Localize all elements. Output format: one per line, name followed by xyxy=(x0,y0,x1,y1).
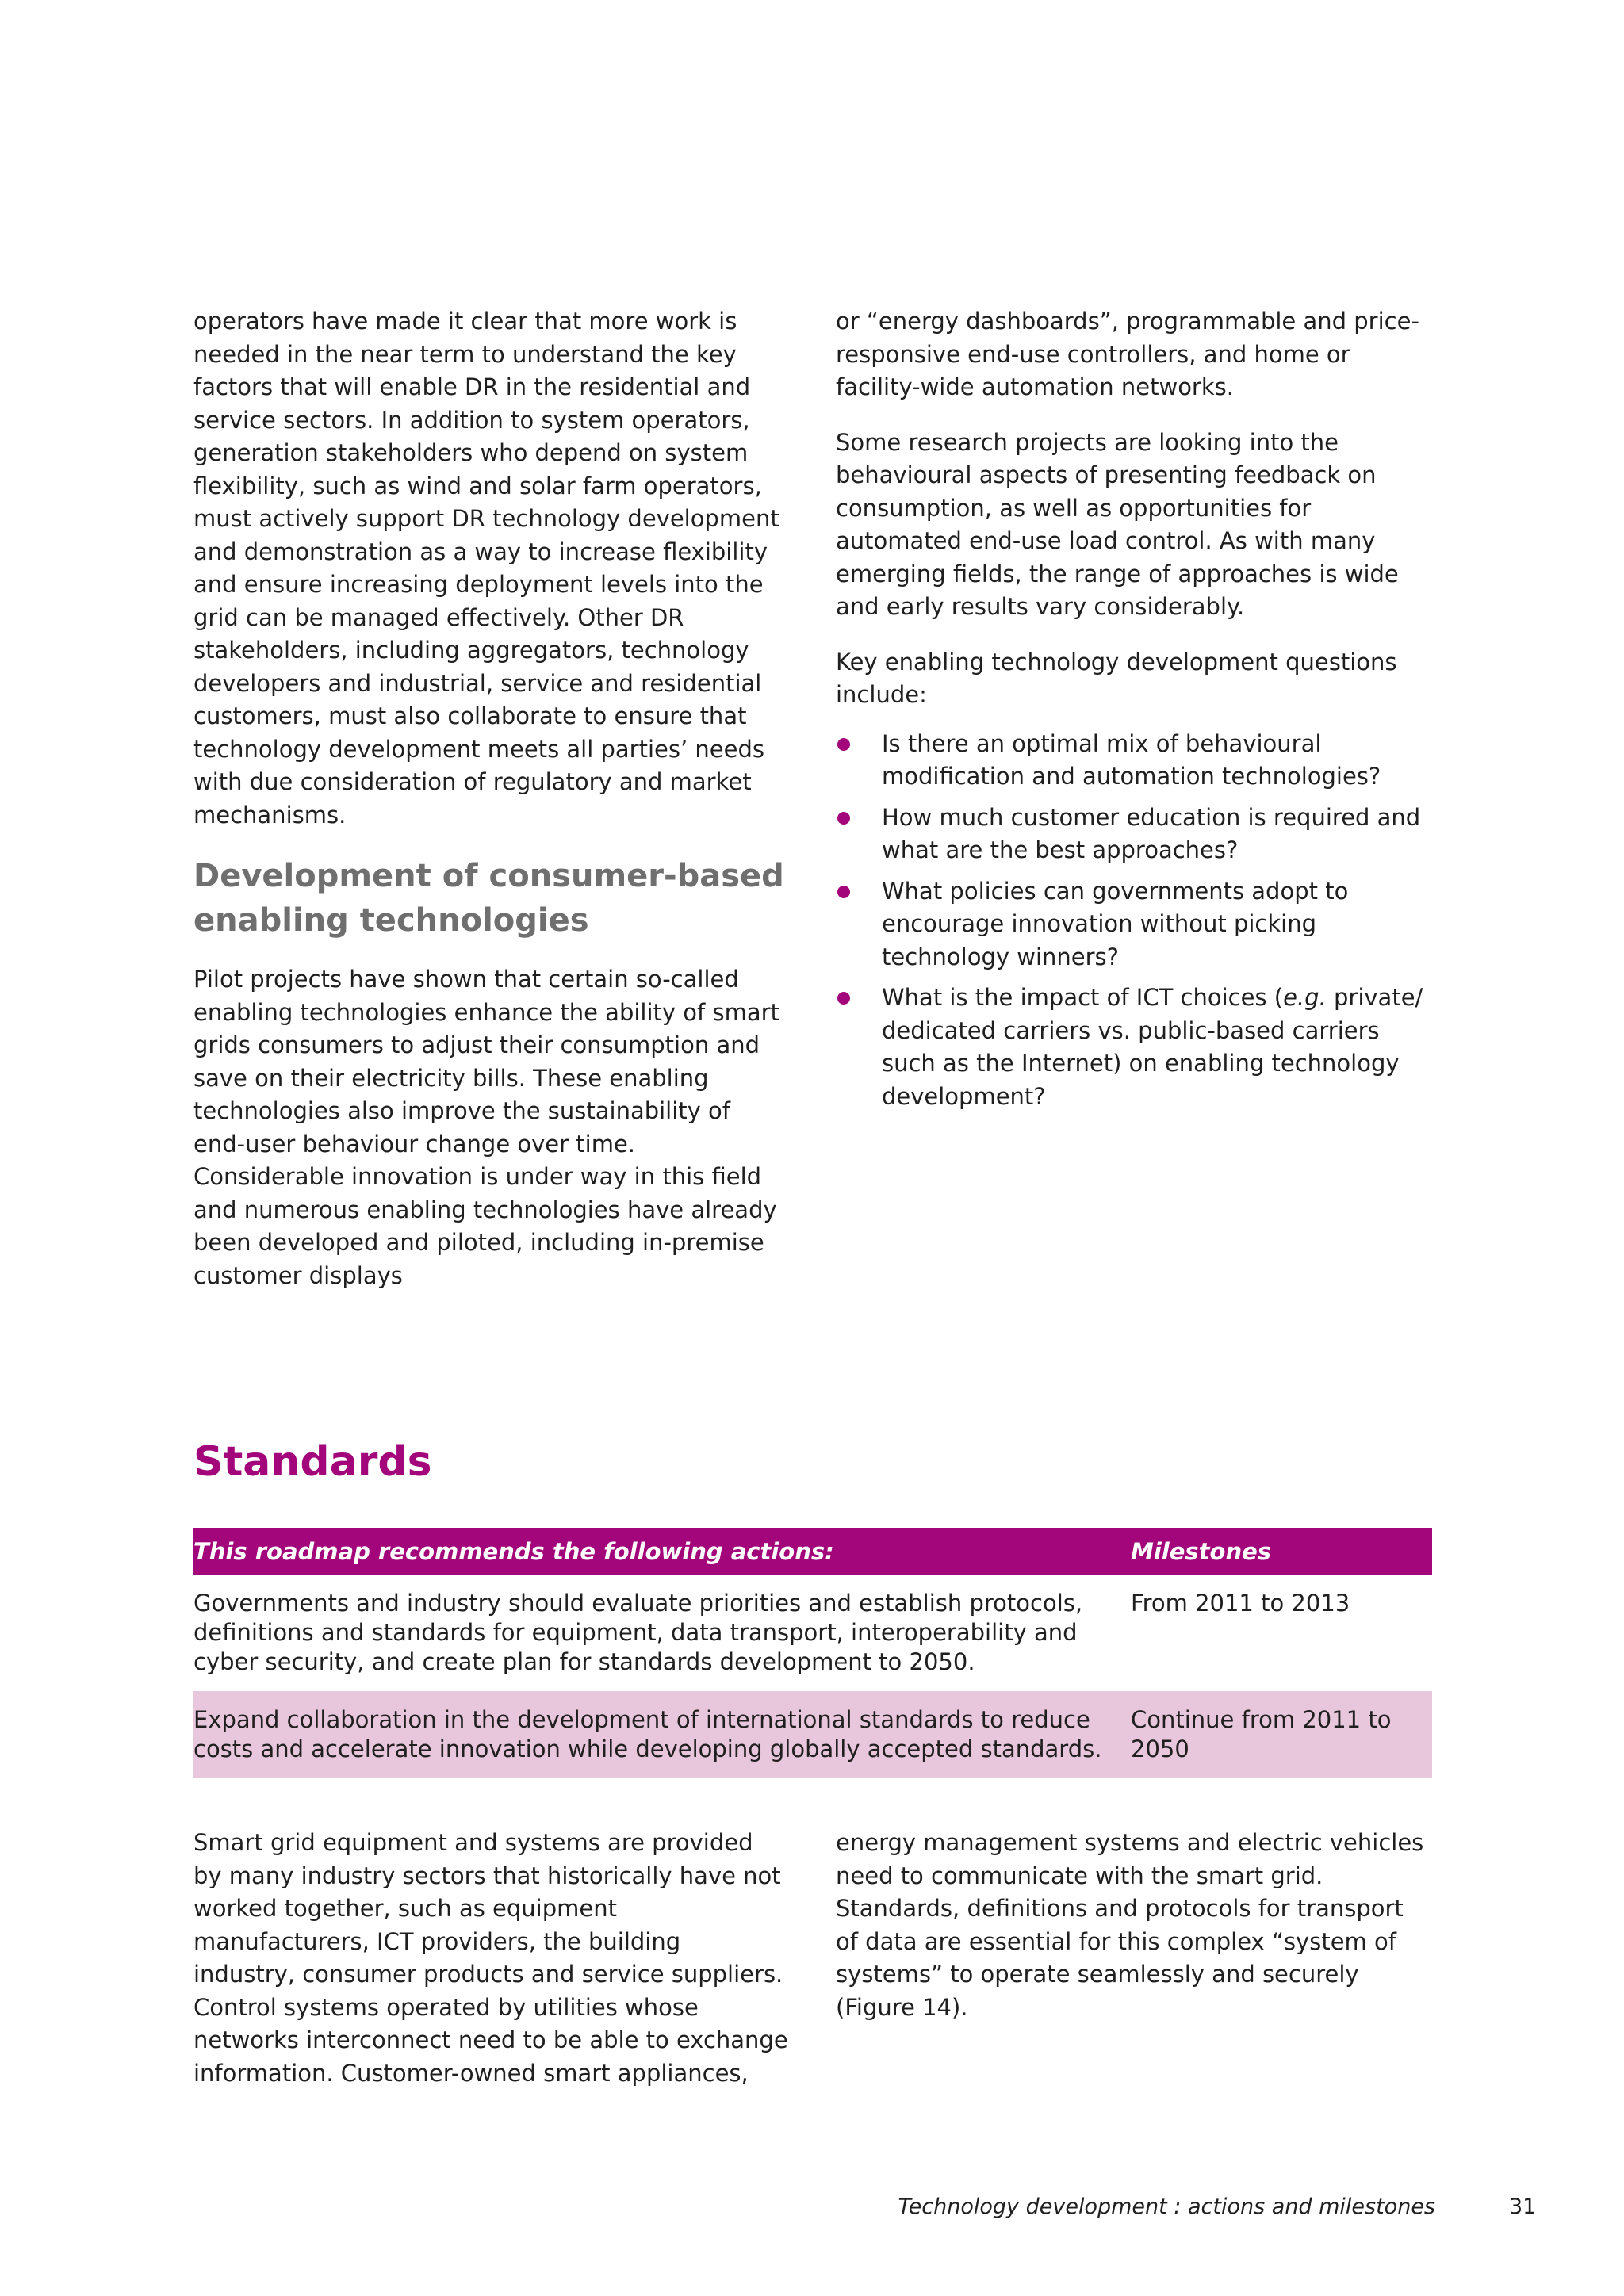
body-paragraph: energy management systems and electric vehicles need to communicate with the smart grid. Standards, definitions and protocols for transport of data are essential for this complex “system of systems” to operate seamlessly and securely (Figure 14). xyxy=(836,1829,1424,2021)
list-item-text: How much customer education is required and what are the best approaches? xyxy=(882,803,1421,863)
page-number: 31 xyxy=(1509,2195,1537,2219)
section-title: Standards xyxy=(193,1438,432,1486)
questions-list xyxy=(836,728,1431,1114)
milestone-cell: Continue from 2011 to 2050 xyxy=(1131,1691,1432,1778)
actions-milestones-table xyxy=(193,1528,1432,1778)
table-header-row xyxy=(193,1528,1432,1575)
list-item-text: private/ dedicated carriers vs. public-based carriers such as the Internet) on enabling technology development? xyxy=(882,984,1423,1110)
milestone-cell: From 2011 to 2013 xyxy=(1131,1590,1350,1617)
list-item-text: What is the impact of ICT choices ( xyxy=(882,984,1284,1011)
standards-right-column xyxy=(836,1827,1431,2046)
table-row xyxy=(193,1575,1432,1691)
action-cell: Governments and industry should evaluate priorities and establish protocols, definitions and standards for equipment, data transport, interoperability and cyber security, and create plan for standards development to 2050. xyxy=(193,1590,1083,1675)
body-paragraph: or “energy dashboards”, programmable and price-responsive end-use controllers, and home or facility-wide automation networks. xyxy=(836,308,1419,400)
body-paragraph: Some research projects are looking into the behavioural aspects of presenting feedback on consumption, as well as opportunities for automated end-use load control. As with many emerging fields, the range of approaches is wide and early results vary considerably. xyxy=(836,428,1399,620)
list-item xyxy=(836,728,1431,794)
milestones-header: Milestones xyxy=(1131,1528,1432,1575)
list-item xyxy=(836,982,1431,1113)
bullet-icon xyxy=(837,992,850,1004)
body-paragraph: Smart grid equipment and systems are provided by many industry sectors that historically have not worked together, such as equipment manufacturers, ICT providers, the building industry, consumer products and service suppliers. Control systems operated by utilities whose networks interconnect need to be able to exchange information. Customer-owned smart appliances, xyxy=(193,1829,788,2087)
section-subheading: Development of consumer-based enabling technologies xyxy=(193,858,784,939)
list-item-emphasis: e.g. xyxy=(1283,984,1327,1011)
bullet-icon xyxy=(837,812,850,825)
bullet-icon xyxy=(837,886,850,898)
bullet-icon xyxy=(837,738,850,751)
body-paragraph: operators have made it clear that more work is needed in the near term to understand the key factors that will enable DR in the residential and service sectors. In addition to system operators, generation stakeholders who depend on system flexibility, such as wind and solar farm operators, must actively support DR technology development and demonstration as a way to increase flexibility and ensure increasing deployment levels into the grid can be managed effectively. Other DR stakeholders, including aggregators, technology developers and industrial, service and residential customers, must also collaborate to ensure that technology development meets all parties’ needs with due consideration of regulatory and market mechanisms. xyxy=(193,308,779,828)
body-paragraph: Pilot projects have shown that certain so-called enabling technologies enhance the ability of smart grids consumers to adjust their consumption and save on their electricity bills. These enabling technologies also improve the sustainability of end-user behaviour change over time. Considerable innovation is under way in this field and numerous enabling technologies have already been developed and piloted, including in-premise customer displays xyxy=(193,966,779,1289)
table-row xyxy=(193,1691,1432,1778)
footer-section-title: Technology development : actions and milestones xyxy=(898,2195,1435,2219)
list-item-text: What policies can governments adopt to encourage innovation without picking technology winners? xyxy=(882,877,1349,970)
left-column xyxy=(193,305,788,1314)
standards-left-column xyxy=(193,1827,788,2112)
body-paragraph: Key enabling technology development questions include: xyxy=(836,648,1397,708)
actions-header: This roadmap recommends the following actions: xyxy=(193,1528,1131,1575)
right-column xyxy=(836,305,1431,1121)
action-cell: Expand collaboration in the development of international standards to reduce costs and accelerate innovation while developing globally accepted standards. xyxy=(193,1691,1131,1778)
list-item xyxy=(836,875,1431,974)
list-item-text: Is there an optimal mix of behavioural modification and automation technologies? xyxy=(882,729,1381,790)
list-item xyxy=(836,802,1431,867)
